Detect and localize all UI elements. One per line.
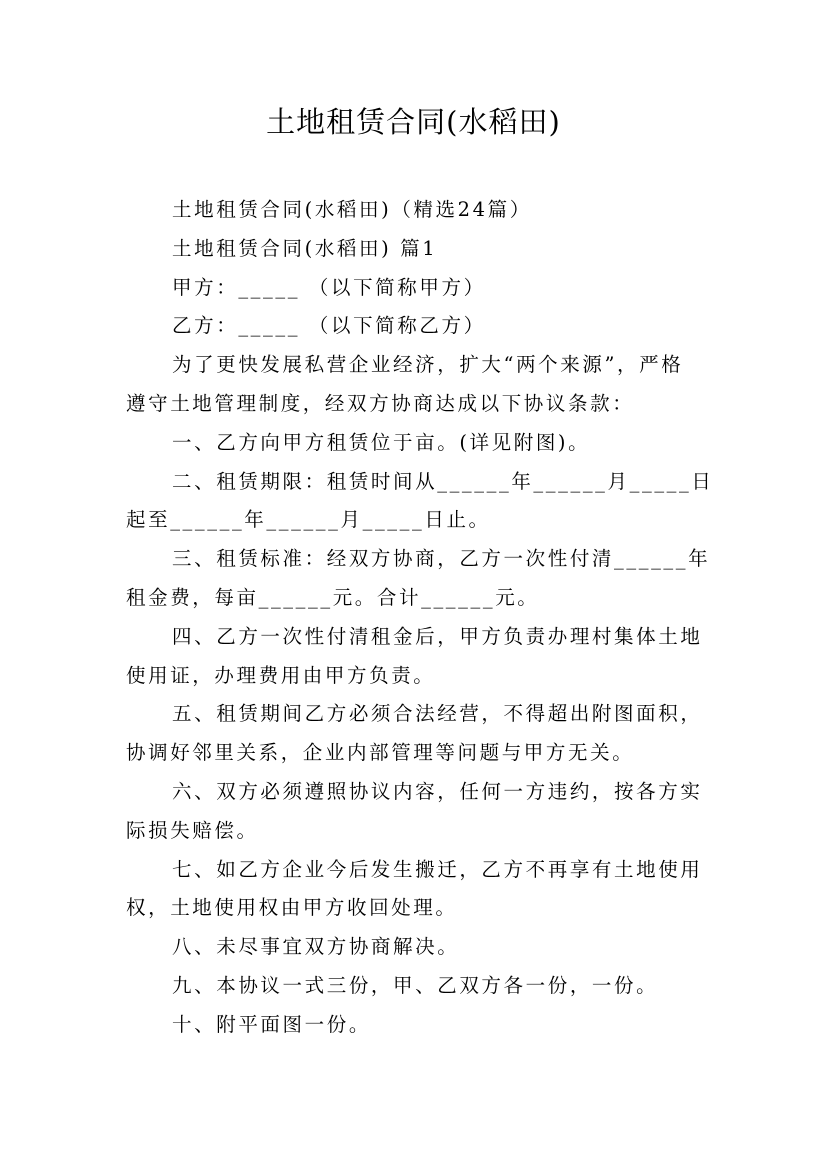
paragraph-clause-1: 一、乙方向甲方租赁位于亩。(详见附图)。: [172, 430, 591, 454]
paragraph-line: 为了更快发展私营企业经济，扩大“两个来源”，严格: [172, 353, 684, 377]
paragraph-line: 际损失赔偿。: [126, 818, 259, 842]
paragraph-line: 六、双方必须遵照协议内容，任何一方违约，按各方实: [172, 779, 703, 803]
paragraph-chapter-heading: 土地租赁合同(水稻田) 篇1: [172, 236, 438, 260]
paragraph-subtitle: 土地租赁合同(水稻田)（精选24篇）: [172, 198, 532, 221]
paragraph-line: 使用证，办理费用由甲方负责。: [126, 663, 436, 687]
paragraph-line: 遵守土地管理制度，经双方协商达成以下协议条款：: [126, 391, 635, 415]
paragraph-clause-4: [126, 618, 702, 696]
document-title: 土地租赁合同(水稻田): [266, 105, 561, 139]
paragraph-clause-6: [126, 773, 702, 851]
paragraph-line: 协调好邻里关系，企业内部管理等问题与甲方无关。: [126, 741, 635, 765]
paragraph-clause-8: 八、未尽事宜双方协商解决。: [172, 935, 460, 959]
paragraph-line: 权，土地使用权由甲方收回处理。: [126, 896, 458, 920]
paragraph-clause-7: [126, 851, 702, 929]
paragraph-clause-2: [126, 463, 714, 541]
paragraph-line: 七、如乙方企业今后发生搬迁，乙方不再享有土地使用: [172, 857, 703, 881]
paragraph-clause-9: 九、本协议一式三份，甲、乙双方各一份，一份。: [172, 973, 659, 997]
document-body: [126, 191, 714, 1045]
paragraph-line: 二、租赁期限：租赁时间从______年______月_____日: [172, 469, 714, 493]
paragraph-line: 三、租赁标准：经双方协商，乙方一次性付清______年: [172, 547, 711, 571]
paragraph-preamble: [126, 346, 702, 424]
paragraph-party-a: 甲方：_____ （以下简称甲方）: [172, 275, 486, 299]
paragraph-clause-3: [126, 540, 711, 618]
paragraph-clause-5: [126, 695, 702, 773]
paragraph-line: 租金费，每亩______元。合计______元。: [126, 585, 540, 609]
paragraph-line: 五、租赁期间乙方必须合法经营，不得超出附图面积，: [172, 702, 703, 726]
paragraph-clause-10: 十、附平面图一份。: [172, 1012, 371, 1036]
paragraph-line: 起至______年______月_____日止。: [126, 508, 491, 532]
paragraph-party-b: 乙方：_____ （以下简称乙方）: [172, 314, 486, 338]
paragraph-line: 四、乙方一次性付清租金后，甲方负责办理村集体土地: [172, 624, 703, 648]
